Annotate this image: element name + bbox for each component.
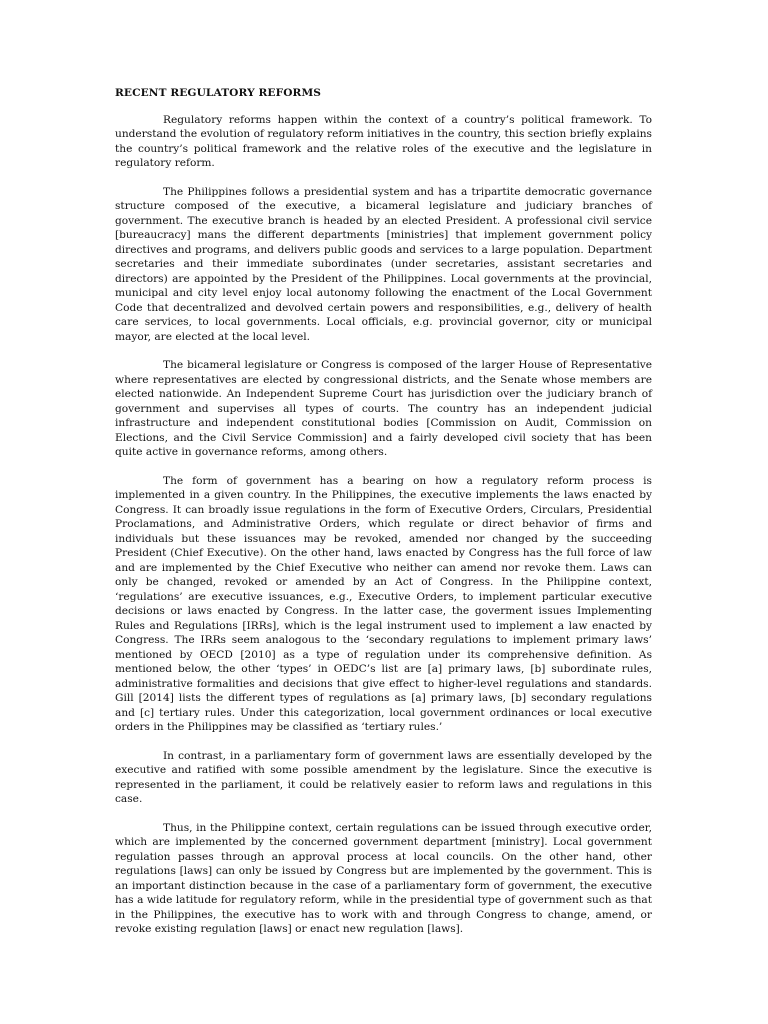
paragraph-form-of-government: The form of government has a bearing on how a regulatory reform process is implemented in a given country. In the Philippines, the executive implements the laws enacted by Congress. It can broadly issue regulations in the form of Executive Orders, Circulars, Presidential Proclamations, and Administrative Orders, which regulate or direct behavior of firms and individuals but these issuances may be revoked, amended nor changed by the succeeding President (Chief Executive). On the other hand, laws enacted by Congress has the full force of law and are implemented by the Chief Executive who neither can amend nor revoke them. Laws can only be changed, revoked or amended by an Act of Congress. In the Philippine context, ‘regulations’ are executive issuances, e.g., Executive Orders, to implement particular executive decisions or laws enacted by Congress. In the latter case, the goverment issues Implementing Rules and Regulations [IRRs], which is the legal instrument used to implement a law enacted by Congress. The IRRs seem analogous to the ‘secondary regulations to implement primary laws’ mentioned by OECD [2010] as a type of regulation under its comprehensive definition. As mentioned below, the other ‘types’ in OEDC’s list are [a] primary laws, [b] subordinate rules, administrative formalities and decisions that give effect to higher-level regulations and standards. Gill [2014] lists the different types of regulations as [a] primary laws, [b] secondary regulations and [c] tertiary rules. Under this categorization, local government ordinances or local executive orders in the Philippines may be classified as ‘tertiary rules.’	[115, 474, 652, 733]
section-heading: RECENT REGULATORY REFORMS	[115, 87, 322, 99]
paragraph-parliamentary-contrast: In contrast, in a parliamentary form of government laws are essentially developed by the executive and ratified with some possible amendment by the legislature. Since the executive is represented in the parliament, it could be relatively easier to reform laws and regulations in this case.	[115, 749, 652, 805]
paragraph-presidential-system: The Philippines follows a presidential system and has a tripartite democratic governance structure composed of the executive, a bicameral legislature and judiciary branches of government. The executive branch is headed by an elected President. A professional civil service [bureaucracy] mans the different departments [ministries] that implement government policy directives and programs, and delivers public goods and services to a large population. Department secretaries and their immediate subordinates (under secretaries, assistant secretaries and directors) are appointed by the President of the Philippines. Local governments at the provincial, municipal and city level enjoy local autonomy following the enactment of the Local Government Code that decentralized and devolved certain powers and responsibilities, e.g., delivery of health care services, to local governments. Local officials, e.g. provincial governor, city or municipal mayor, are elected at the local level.	[115, 185, 652, 343]
paragraph-bicameral-legislature: The bicameral legislature or Congress is composed of the larger House of Representative where representatives are elected by congressional districts, and the Senate whose members are elected nationwide. An Independent Supreme Court has jurisdiction over the judiciary branch of government and supervises all types of courts. The country has an independent judicial infrastructure and independent constitutional bodies [Commission on Audit, Commission on Elections, and the Civil Service Commission] and a fairly developed civil society that has been quite active in governance reforms, among others.	[115, 359, 652, 458]
paragraph-intro: Regulatory reforms happen within the context of a country’s political framework. To understand the evolution of regulatory reform initiatives in the country, this section briefly explains the country’s political framework and the relative roles of the executive and the legislature in regulatory reform.	[115, 113, 652, 169]
paragraph-philippine-context: Thus, in the Philippine context, certain regulations can be issued through executive order, which are implemented by the concerned government department [ministry]. Local government regulation passes through an approval process at local councils. On the other hand, other regulations [laws] can only be issued by Congress but are implemented by the government. This is an important distinction because in the case of a parliamentary form of government, the executive has a wide latitude for regulatory reform, while in the presidential type of government such as that in the Philippines, the executive has to work with and through Congress to change, amend, or revoke existing regulation [laws] or enact new regulation [laws].	[115, 821, 652, 935]
document-page	[115, 86, 652, 937]
